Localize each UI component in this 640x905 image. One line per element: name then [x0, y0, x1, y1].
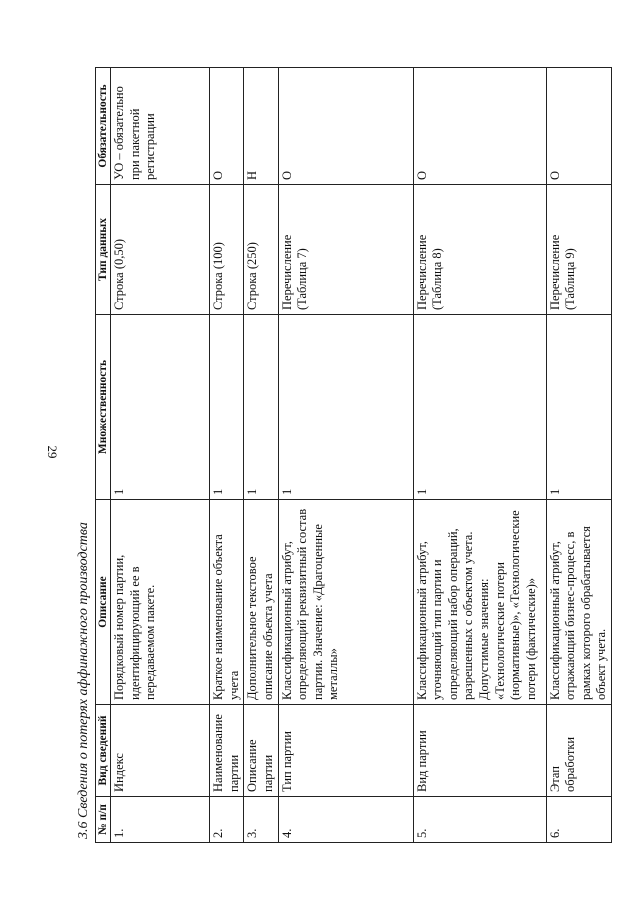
cell-desc: Классификационный атрибут, отражающий бизнес-процесс, в рамках которого обрабатывается объект учета. [546, 500, 612, 705]
table-header-row [96, 68, 111, 843]
header-mult: Множественность [96, 315, 111, 500]
cell-type: Перечисление (Таблица 7) [278, 185, 413, 315]
cell-mult: 1 [546, 315, 612, 500]
cell-kind: Индекс [111, 705, 210, 797]
cell-type: Перечисление (Таблица 8) [413, 185, 546, 315]
header-desc: Описание [96, 500, 111, 705]
cell-req: Н [244, 68, 278, 185]
cell-type: Перечисление (Таблица 9) [546, 185, 612, 315]
cell-type: Строка (0,50) [111, 185, 210, 315]
cell-type: Строка (250) [244, 185, 278, 315]
cell-req: О [546, 68, 612, 185]
page-number: 29 [45, 445, 60, 459]
cell-mult: 1 [111, 315, 210, 500]
header-req: Обязательность [96, 68, 111, 185]
cell-kind: Тип партии [278, 705, 413, 797]
cell-desc: Классификационный атрибут, определяющий реквизитный состав партии. Значение: «Драгоценные металлы» [278, 500, 413, 705]
cell-req: О [413, 68, 546, 185]
cell-type: Строка (100) [210, 185, 244, 315]
header-kind: Вид сведений [96, 705, 111, 797]
cell-kind: Наименование партии [210, 705, 244, 797]
cell-num: 1. [111, 797, 210, 843]
cell-desc: Классификационный атрибут, уточняющий тип партии и определяющий набор операций, разрешенных с объектом учета. Допустимые значения: «Технологические потери (нормативные)», «Технологические потери (фактические)» [413, 500, 546, 705]
header-num: № п/п [96, 797, 111, 843]
cell-kind: Этап обработки [546, 705, 612, 797]
cell-kind: Вид партии [413, 705, 546, 797]
cell-num: 2. [210, 797, 244, 843]
cell-desc: Дополнительное текстовое описание объекта учета [244, 500, 278, 705]
table-row [111, 68, 210, 843]
cell-mult: 1 [210, 315, 244, 500]
table-row [210, 68, 244, 843]
table-row [546, 68, 612, 843]
cell-num: 6. [546, 797, 612, 843]
cell-num: 4. [278, 797, 413, 843]
cell-desc: Краткое наименование объекта учета [210, 500, 244, 705]
cell-req: УО – обязательно при пакетной регистрации [111, 68, 210, 185]
cell-desc: Порядковый номер партии, идентифицирующий ее в передаваемом пакете. [111, 500, 210, 705]
cell-mult: 1 [413, 315, 546, 500]
cell-num: 3. [244, 797, 278, 843]
table-row [278, 68, 413, 843]
table-row [244, 68, 278, 843]
header-type: Тип данных [96, 185, 111, 315]
rotated-content [73, 68, 609, 843]
table-row [413, 68, 546, 843]
cell-kind: Описание партии [244, 705, 278, 797]
cell-mult: 1 [244, 315, 278, 500]
cell-req: О [278, 68, 413, 185]
cell-num: 5. [413, 797, 546, 843]
losses-table [95, 67, 612, 843]
cell-mult: 1 [278, 315, 413, 500]
cell-req: О [210, 68, 244, 185]
section-title: 3.6 Сведения о потерях аффинажного производства [76, 522, 91, 839]
